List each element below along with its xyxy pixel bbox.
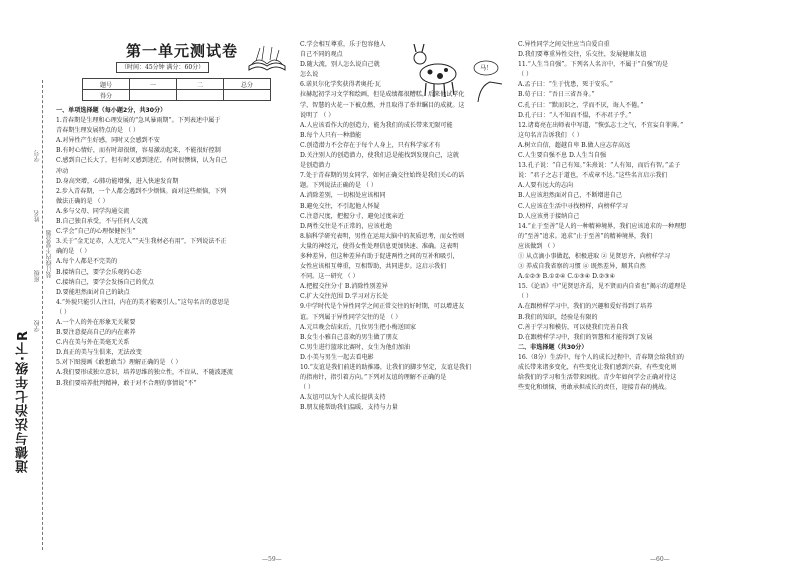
text-line: D.关注别人的创造潜力，使我们总是能找到发现自己，这就 bbox=[300, 152, 459, 160]
binding-spine bbox=[0, 0, 52, 573]
text-line: A.把握交往分寸 B.消除性别差异 bbox=[300, 283, 388, 291]
text-line: C.人应该在生活中寻找榜样，向榜样学习 bbox=[518, 202, 628, 210]
score-input-cell[interactable] bbox=[177, 90, 224, 101]
page-number-right: —60— bbox=[650, 556, 670, 563]
text-line: C.异性同学之间交往应当自爱自重 bbox=[518, 41, 610, 48]
text-line: 学，智慧的火花一下被点燃，并且取得了举世瞩目的成就。这 bbox=[300, 101, 465, 109]
text-line: B.我们要培养批判精神，敢于对不合理的事情说“不” bbox=[56, 379, 197, 387]
text-line: B.接纳自己，要学会乐观的心态 bbox=[56, 268, 142, 276]
score-cell: 二 bbox=[177, 79, 224, 90]
spine-title: 道德与法治七年级·下R bbox=[16, 330, 31, 473]
text-line: （ ） bbox=[300, 384, 315, 392]
text-line: 应该做到 （ ） bbox=[518, 242, 559, 250]
text-line: B.每个人只有一种潜能 bbox=[300, 131, 362, 139]
text-line: ③ 养成自我省察的习惯 ④ 既然差异，顺其自然 bbox=[518, 263, 646, 271]
text-line: 2.步入青春期，一个人都会遇到不少烦恼。面对这些烦恼，下列 bbox=[56, 187, 227, 195]
text-line: ① 从点滴小事做起，积极进取 ② 见贤思齐，向榜样学习 bbox=[518, 252, 671, 260]
score-input-cell[interactable] bbox=[130, 90, 177, 101]
text-line: 10.“友谊是我们前进的助推器，让我们的脚步坚定，友谊是我们 bbox=[300, 364, 472, 371]
text-line: 3.关于“金无足赤，人无完人”“天生我材必有用”，下列说法不正 bbox=[56, 238, 227, 246]
score-cell: 总分 bbox=[224, 79, 271, 90]
question-lines bbox=[518, 40, 790, 393]
text-line: 确的是 （ ） bbox=[56, 248, 91, 256]
text-line: 些变化和烦恼，勇敢承担成长的责任，迎接青春的挑战。 bbox=[518, 384, 671, 392]
score-cell: 一 bbox=[130, 79, 177, 90]
score-table-row bbox=[83, 90, 271, 101]
text-line: C.扩大交往范围 D.学习对方长处 bbox=[300, 293, 389, 301]
spine-field-school: 学校 bbox=[34, 320, 41, 332]
binding-line bbox=[42, 80, 43, 550]
text-line: C.学会“自己的心理保健医生” bbox=[56, 228, 136, 236]
text-line: 说明了 （ ） bbox=[300, 111, 335, 119]
text-line: D.要能坦然面对自己的缺点 bbox=[56, 288, 130, 296]
text-line: B.我们的知识，经验是有限的 bbox=[518, 313, 598, 321]
text-line: 9.中学时代是个异性同学之间正常交往的好时期，可以增进友 bbox=[300, 303, 465, 311]
text-line: A.对异性产生好感，同时又会感到不安 bbox=[56, 137, 160, 145]
text-line: A.树立自信，超越自卑 B.做人应志存高远 bbox=[518, 141, 631, 149]
text-line: 女性应该相互尊重，互相帮助，共同进步。这启示我们 bbox=[300, 263, 447, 271]
text-line: D.我们要尊重异性交往，乐交往，发展健康友谊 bbox=[518, 51, 647, 59]
text-line: A.一个人的外在形象无关紧要 bbox=[56, 318, 136, 326]
exam-meta: （时间：45分钟 满分：60分） bbox=[116, 62, 209, 73]
exam-header bbox=[56, 40, 291, 76]
text-line: 大量的神经元，使得女性处理信息更加快速、准确。这表明 bbox=[300, 242, 459, 250]
text-line: 怎么说 bbox=[300, 71, 319, 79]
text-line: 一、单项选择题（每小题2分，共30分） bbox=[56, 107, 167, 114]
text-line: 6.诺贝尔化学奖获得者奥托·瓦 bbox=[300, 81, 381, 89]
text-line: A.多与父母、同学沟通交流 bbox=[56, 207, 130, 215]
text-line: C.人生要自强不息 D.人生当自强 bbox=[518, 152, 607, 160]
text-line: D.孔子曰：“人不知而不愠，不亦君子乎。” bbox=[518, 111, 632, 119]
text-line: 给我们的学习和生活带来困扰。青少年如何学会正确对待这 bbox=[518, 374, 677, 382]
text-line: 15.《论语》中“见贤思齐焉，见不贤而内自省也”揭示的道理是 bbox=[518, 283, 687, 291]
text-line: C.善于学习和模仿，可以使我们完善自我 bbox=[518, 323, 628, 331]
text-line: A.我们要形成独立意识，培养思维的独立性，不盲从、不随波逐流 bbox=[56, 369, 233, 377]
text-line: 谊。下列属于异性同学交往的是 （ ） bbox=[300, 313, 402, 321]
text-line: B.有时心情好，而有时却很烦，容易激动起来，不能很好控制 bbox=[56, 147, 221, 155]
text-line: 自己不同的观点 bbox=[300, 51, 343, 59]
text-line: D.两性交往是不正常的，应该杜绝 bbox=[300, 222, 392, 230]
text-line: C.感到自己长大了，但有时又感到迷茫，有时很懊恼，认为自己 bbox=[56, 157, 227, 165]
text-line: C.创造潜力不会存在于每个人身上，只有科学家才有 bbox=[300, 141, 441, 149]
text-line: 8.脑科学研究表明，男性在运用大脑中的灰质思考，而女性则 bbox=[300, 232, 465, 240]
text-line: 7.处于青春期的男女同学，如何正确交往始终是我们关心的话 bbox=[300, 172, 465, 180]
score-table bbox=[82, 78, 271, 101]
text-line: 说：“君子之志于道也，不成章不达。”这些名言启示我们 bbox=[518, 172, 668, 180]
text-line: B.自己独自承受，不与任何人交流 bbox=[56, 218, 148, 226]
spine-field-number: 学号 bbox=[34, 150, 41, 162]
text-line: 16.（8分）生活中，每个人的成长过程中，青春期会给我们的 bbox=[518, 353, 684, 361]
text-line: 14.“止于至善”是人的一种精神境界，我们应该追求的一种理想 bbox=[518, 222, 687, 230]
text-line: A.①②③ B.①②④ C.①③④ D.②③④ bbox=[518, 273, 616, 281]
text-line: 5.对下图漫画《敢想敢当》理解正确的是 （ ） bbox=[56, 359, 182, 367]
text-line: D.随大流，别人怎么说自己就 bbox=[300, 61, 380, 69]
score-cell: 得分 bbox=[83, 90, 130, 101]
spine-field-name: 姓名 bbox=[34, 210, 41, 222]
cartoon-illustration bbox=[408, 42, 504, 102]
text-line: B.女生小雅自己喜欢的男生做了朋友 bbox=[300, 333, 398, 341]
column-right bbox=[518, 40, 790, 546]
text-line: B.荀子曰：“吾日三省吾身。” bbox=[518, 91, 595, 99]
score-cell: 题号 bbox=[83, 79, 130, 90]
text-line: 的指南针，指引着方向。”下列对友谊的理解不正确的是 bbox=[300, 374, 447, 382]
text-line: A.友谊可以为个人成长提供支持 bbox=[300, 394, 386, 402]
text-line: 成长带来诸多变化，有些变化让我们感到兴奋，有些变化则 bbox=[518, 364, 677, 371]
text-line: 是创造潜力 bbox=[300, 162, 331, 170]
column-middle bbox=[300, 40, 510, 546]
text-line: 4.“外貌只能引人注目，内在的美才能吸引人。”这句名言的意思是 bbox=[56, 298, 230, 306]
spine-field-class: 班级 bbox=[34, 270, 41, 282]
text-line: （ ） bbox=[518, 71, 533, 79]
text-line: 1.青春期是生理和心理发展的“急风暴雨期”。下列表述中属于 bbox=[56, 117, 221, 125]
text-line: C.学会相互尊重，乐于包容他人 bbox=[300, 41, 386, 48]
animal-icon bbox=[414, 44, 456, 97]
score-table-row bbox=[83, 79, 271, 90]
spine-seal-note: 装订线内不要答题 bbox=[46, 230, 53, 278]
page-title: 第一单元测试卷 bbox=[126, 42, 239, 60]
score-input-cell[interactable] bbox=[224, 90, 271, 101]
text-line: C.孔子曰：“默而识之，学而不厌，诲人不倦。” bbox=[518, 101, 644, 109]
speech-bubble-text: 马！ bbox=[480, 65, 493, 72]
text-line: A.在跟榜样学习中，我们的兴趣和爱好得到了培养 bbox=[518, 303, 653, 311]
text-line: D.身高突增，心肺功能增强，进入快速发育期 bbox=[56, 177, 179, 185]
text-line: 这句名言告诉我们 （ ） bbox=[518, 131, 583, 139]
text-line: B.要注意提高自己的内在素养 bbox=[56, 329, 136, 337]
text-line: 二、非选择题（共30分） bbox=[518, 343, 588, 351]
text-line: 的“至善”追求。追求“止于至善”的精神境界，我们 bbox=[518, 232, 653, 240]
question-lines bbox=[56, 106, 291, 389]
text-line: C.内在美与外在美毫无关系 bbox=[56, 339, 130, 347]
text-line: 13.孔子说：“自己有知。”朱熹说：“人有知，而后有智。”孟子 bbox=[518, 162, 681, 170]
text-line: B.人应该坦然面对自己，不断增进自己 bbox=[518, 192, 622, 200]
text-line: C.男生进行篮球比赛时，女生为他们加油 bbox=[300, 343, 410, 351]
text-line: B.朋友能帮助我们温暖、支持与力量 bbox=[300, 404, 398, 412]
text-line: 青春期生理发展特点的是 （ ） bbox=[56, 127, 140, 135]
text-line: A.人应该看作大的创造力，能为我们的成长带来无限可能 bbox=[300, 121, 453, 129]
text-line: （ ） bbox=[56, 308, 71, 316]
text-line: A.孟子曰：“生于忧患，死于安乐。” bbox=[518, 81, 613, 89]
text-line: A.消除差别，一切相处应该相同 bbox=[300, 192, 386, 200]
text-line: 拉赫起初学习文学和绘画，但是成绩都很糟糕，后来他试学化 bbox=[300, 91, 465, 99]
text-line: A.每个人都是不完美的 bbox=[56, 258, 118, 266]
text-line: B.避免交往，不引起他人怀疑 bbox=[300, 202, 380, 210]
text-line: 做法正确的是 （ ） bbox=[56, 197, 109, 205]
text-line: 题。下列说法正确的是 （ ） bbox=[300, 182, 377, 190]
text-line: （ ） bbox=[518, 293, 533, 301]
text-line: A.元旦晚会结束后，几位男生把小梅送回家 bbox=[300, 323, 417, 331]
text-line: D.小美与男生一起去看电影 bbox=[300, 353, 374, 361]
hand-icon bbox=[478, 82, 502, 102]
page-number-left: —59— bbox=[262, 556, 282, 563]
column-left bbox=[56, 106, 291, 546]
open-book-icon bbox=[246, 44, 288, 72]
text-line: 不同。这一研究 （ ） bbox=[300, 273, 359, 281]
text-line: D.在跟榜样学习中，我们的智慧和才能得到了发展 bbox=[518, 333, 653, 341]
text-line: C.接纳自己，要学会发扬自己的优点 bbox=[56, 278, 154, 286]
text-line: 12.诸葛亮在出师表中写道，“恢弘志士之气，不宜妄自菲薄。” bbox=[518, 121, 684, 129]
text-line: 多种差异，但这种差异有助于促进两性之间的互补和吸引， bbox=[300, 252, 459, 260]
text-line: 冲动 bbox=[56, 167, 69, 175]
text-line: D.人应该勇于接纳自己 bbox=[518, 212, 580, 220]
text-line: 11.“人生当自强”。下列名人名言中，不属于“自强”的是 bbox=[518, 61, 669, 69]
text-line: D.真正的美与生俱来，无法改变 bbox=[56, 349, 142, 357]
text-line: C.注意尺度，把握分寸，避免过度亲近 bbox=[300, 212, 404, 220]
text-line: A.人要有远大的志向 bbox=[518, 182, 574, 190]
